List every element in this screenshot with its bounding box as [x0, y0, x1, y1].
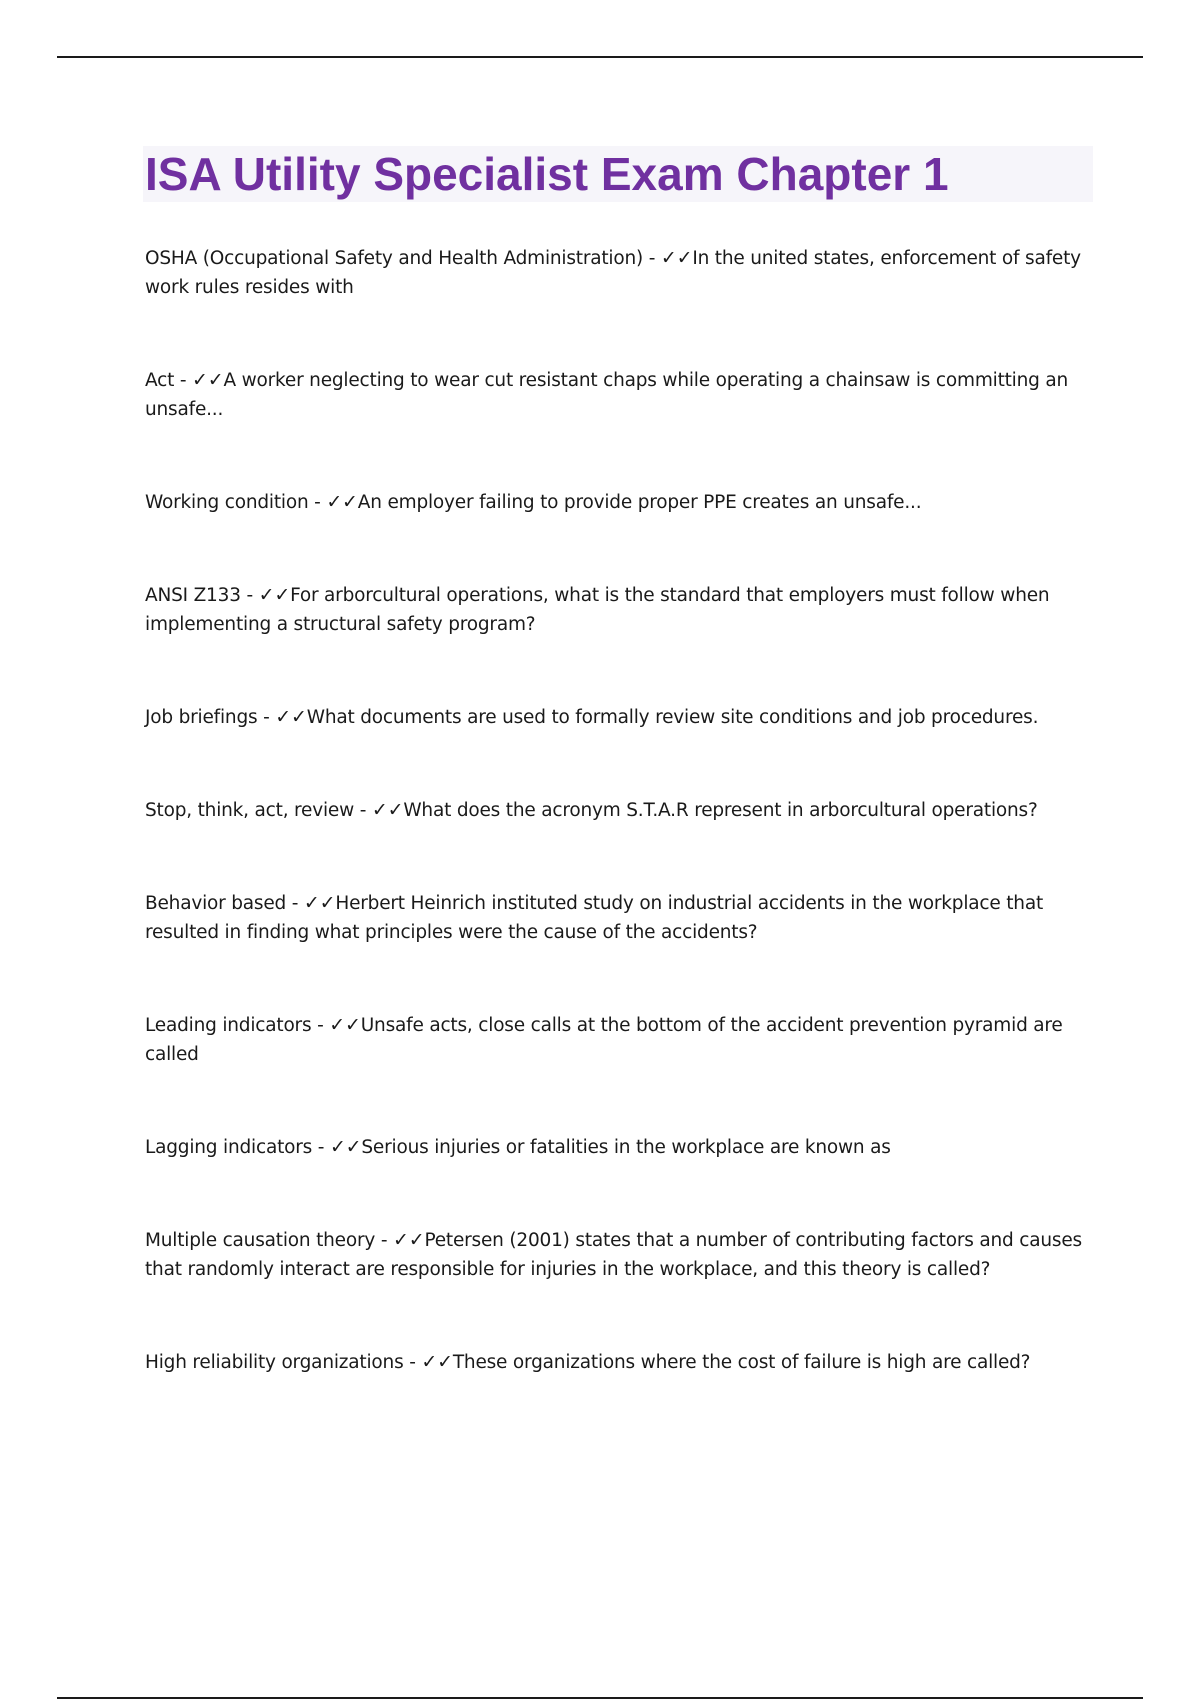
separator: - — [375, 1230, 393, 1251]
qa-item-11 — [145, 1348, 1085, 1377]
answer-text: Act — [145, 370, 175, 391]
qa-item-5 — [145, 703, 1085, 732]
answer-text: OSHA (Occupational Safety and Health Administration) — [145, 248, 644, 269]
question-text: For arborcultural operations, what is the standard that employers must follow when implementing a structural safety program? — [145, 585, 1050, 635]
question-text: An employer failing to provide proper PPE creates an unsafe... — [357, 492, 922, 513]
qa-item-9 — [145, 1133, 1085, 1162]
separator: - — [257, 707, 276, 728]
qa-item-4 — [145, 581, 1085, 639]
qa-item-1 — [145, 244, 1085, 302]
question-text: In the united states, enforcement of safety work rules resides with — [145, 248, 1081, 298]
qa-item-8 — [145, 1011, 1085, 1069]
question-text: Serious injuries or fatalities in the workplace are known as — [361, 1137, 891, 1158]
double-check-icon: ✓✓ — [329, 1014, 361, 1036]
qa-item-7 — [145, 889, 1085, 947]
answer-text: ANSI Z133 — [145, 585, 241, 606]
question-text: Petersen (2001) states that a number of contributing factors and causes that randomly interact are responsible for injuries in the workplace, and this theory is called? — [145, 1230, 1082, 1280]
double-check-icon: ✓✓ — [329, 1136, 362, 1158]
double-check-icon: ✓✓ — [275, 706, 307, 728]
double-check-icon: ✓✓ — [660, 247, 693, 269]
question-text: Unsafe acts, close calls at the bottom of the accident prevention pyramid are called — [145, 1015, 1063, 1065]
separator: - — [312, 1137, 330, 1158]
question-text: These organizations where the cost of failure is high are called? — [452, 1352, 1031, 1373]
separator: - — [174, 370, 192, 391]
double-check-icon: ✓✓ — [303, 892, 336, 914]
separator: - — [403, 1352, 422, 1373]
double-check-icon: ✓✓ — [421, 1351, 453, 1373]
answer-text: Behavior based — [145, 893, 287, 914]
question-answer-list — [145, 244, 1085, 1377]
double-check-icon: ✓✓ — [192, 369, 224, 391]
separator: - — [240, 585, 259, 606]
double-check-icon: ✓✓ — [326, 491, 358, 513]
document-title: ISA Utility Specialist Exam Chapter 1 — [145, 148, 949, 200]
question-text: What does the acronym S.T.A.R represent in arborcultural operations? — [403, 800, 1038, 821]
double-check-icon: ✓✓ — [371, 799, 404, 821]
separator: - — [286, 893, 304, 914]
question-text: A worker neglecting to wear cut resistant chaps while operating a chainsaw is committing an unsafe... — [145, 370, 1069, 420]
answer-text: Job briefings — [145, 707, 258, 728]
separator: - — [354, 800, 372, 821]
question-text: What documents are used to formally review site conditions and job procedures. — [306, 707, 1039, 728]
footer-rule — [57, 1697, 1143, 1699]
answer-text: Stop, think, act, review — [145, 800, 355, 821]
header-rule — [57, 56, 1143, 58]
separator: - — [643, 248, 661, 269]
double-check-icon: ✓✓ — [258, 584, 291, 606]
qa-item-6 — [145, 796, 1085, 825]
answer-text: Multiple causation theory — [145, 1230, 376, 1251]
answer-text: Working condition — [145, 492, 309, 513]
separator: - — [308, 492, 327, 513]
answer-text: Leading indicators — [145, 1015, 312, 1036]
qa-item-10 — [145, 1226, 1085, 1284]
qa-item-3 — [145, 488, 1085, 517]
double-check-icon: ✓✓ — [392, 1229, 425, 1251]
answer-text: Lagging indicators — [145, 1137, 313, 1158]
question-text: Herbert Heinrich instituted study on industrial accidents in the workplace that resulted in finding what principles were the cause of the accidents? — [145, 893, 1044, 943]
separator: - — [311, 1015, 330, 1036]
answer-text: High reliability organizations — [145, 1352, 404, 1373]
qa-item-2 — [145, 366, 1085, 424]
